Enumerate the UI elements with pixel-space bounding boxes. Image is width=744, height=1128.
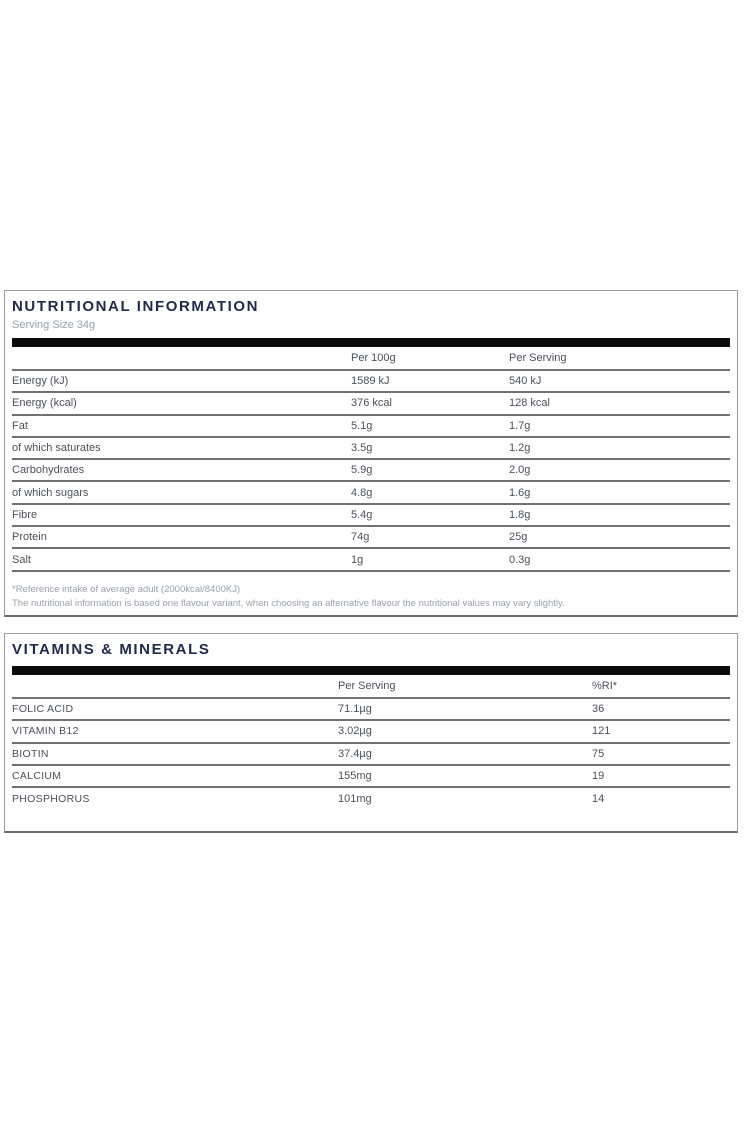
thick-divider-bar (12, 338, 730, 347)
row-per-100g: 5.4g (351, 508, 373, 521)
row-per-100g: 74g (351, 531, 370, 544)
row-label: of which saturates (12, 442, 101, 455)
row-per-serving: 1.7g (509, 419, 531, 432)
table-row (12, 744, 730, 766)
row-per-100g: 376 kcal (351, 397, 392, 410)
row-label: Fibre (12, 508, 38, 521)
header-per-serving: Per Serving (509, 352, 567, 364)
row-label: Salt (12, 553, 31, 566)
row-per-serving: 71.1µg (338, 703, 372, 716)
header-per-serving: Per Serving (338, 680, 396, 692)
row-label: PHOSPHORUS (12, 793, 90, 806)
row-label: Energy (kJ) (12, 375, 69, 388)
table-row (12, 549, 730, 571)
row-per-serving: 0.3g (509, 553, 531, 566)
row-per-serving: 540 kJ (509, 375, 542, 388)
row-label: CALCIUM (12, 770, 62, 783)
table-row (12, 393, 730, 415)
row-ri: 19 (592, 770, 605, 783)
row-per-serving: 25g (509, 531, 528, 544)
row-per-100g: 4.8g (351, 486, 373, 499)
row-per-serving: 1.8g (509, 508, 531, 521)
row-ri: 14 (592, 793, 605, 806)
row-label: Carbohydrates (12, 464, 85, 477)
table-row (12, 482, 730, 504)
row-ri: 75 (592, 747, 605, 760)
row-per-100g: 5.1g (351, 419, 373, 432)
row-label: VITAMIN B12 (12, 725, 79, 738)
row-per-serving: 1.2g (509, 442, 531, 455)
row-label: of which sugars (12, 486, 89, 499)
row-per-100g: 3.5g (351, 442, 373, 455)
row-ri: 36 (592, 703, 605, 716)
row-label: FOLIC ACID (12, 703, 74, 716)
row-per-serving: 2.0g (509, 464, 531, 477)
table-row (12, 721, 730, 743)
row-per-serving: 3.02µg (338, 725, 372, 738)
row-label: Protein (12, 531, 47, 544)
header-per-100g: Per 100g (351, 352, 396, 364)
row-per-serving: 1.6g (509, 486, 531, 499)
row-per-serving: 155mg (338, 770, 372, 783)
table-row (12, 416, 730, 438)
table-row (12, 699, 730, 721)
table-row (12, 460, 730, 482)
row-per-serving: 101mg (338, 793, 372, 806)
vitamins-table-header (12, 675, 730, 699)
footnotes (12, 583, 730, 611)
thick-divider-bar (12, 666, 730, 675)
header-ri-percent: %RI* (592, 680, 618, 692)
table-row (12, 788, 730, 810)
vitamins-panel-title: VITAMINS & MINERALS (12, 641, 211, 658)
row-ri: 121 (592, 725, 611, 738)
table-row (12, 527, 730, 549)
row-label: BIOTIN (12, 747, 49, 760)
nutrition-panel-title: NUTRITIONAL INFORMATION (12, 298, 260, 315)
table-row (12, 766, 730, 788)
row-per-serving: 128 kcal (509, 397, 550, 410)
nutritional-information-panel (4, 290, 738, 617)
reference-intake-note: *Reference intake of average adult (2000kcal/8400KJ) (12, 583, 241, 595)
vitamins-minerals-panel (4, 633, 738, 833)
nutrition-table-header (12, 347, 730, 371)
table-row (12, 371, 730, 393)
table-row (12, 438, 730, 460)
row-label: Energy (kcal) (12, 397, 77, 410)
row-per-100g: 1g (351, 553, 364, 566)
flavour-variant-note: The nutritional information is based one flavour variant, when choosing an alternative flavour the nutritional values may vary slightly. (12, 597, 565, 609)
row-per-100g: 1589 kJ (351, 375, 390, 388)
row-label: Fat (12, 419, 28, 432)
row-per-100g: 5.9g (351, 464, 373, 477)
table-row (12, 505, 730, 527)
row-per-serving: 37.4µg (338, 747, 372, 760)
serving-size-text: Serving Size 34g (12, 319, 96, 331)
